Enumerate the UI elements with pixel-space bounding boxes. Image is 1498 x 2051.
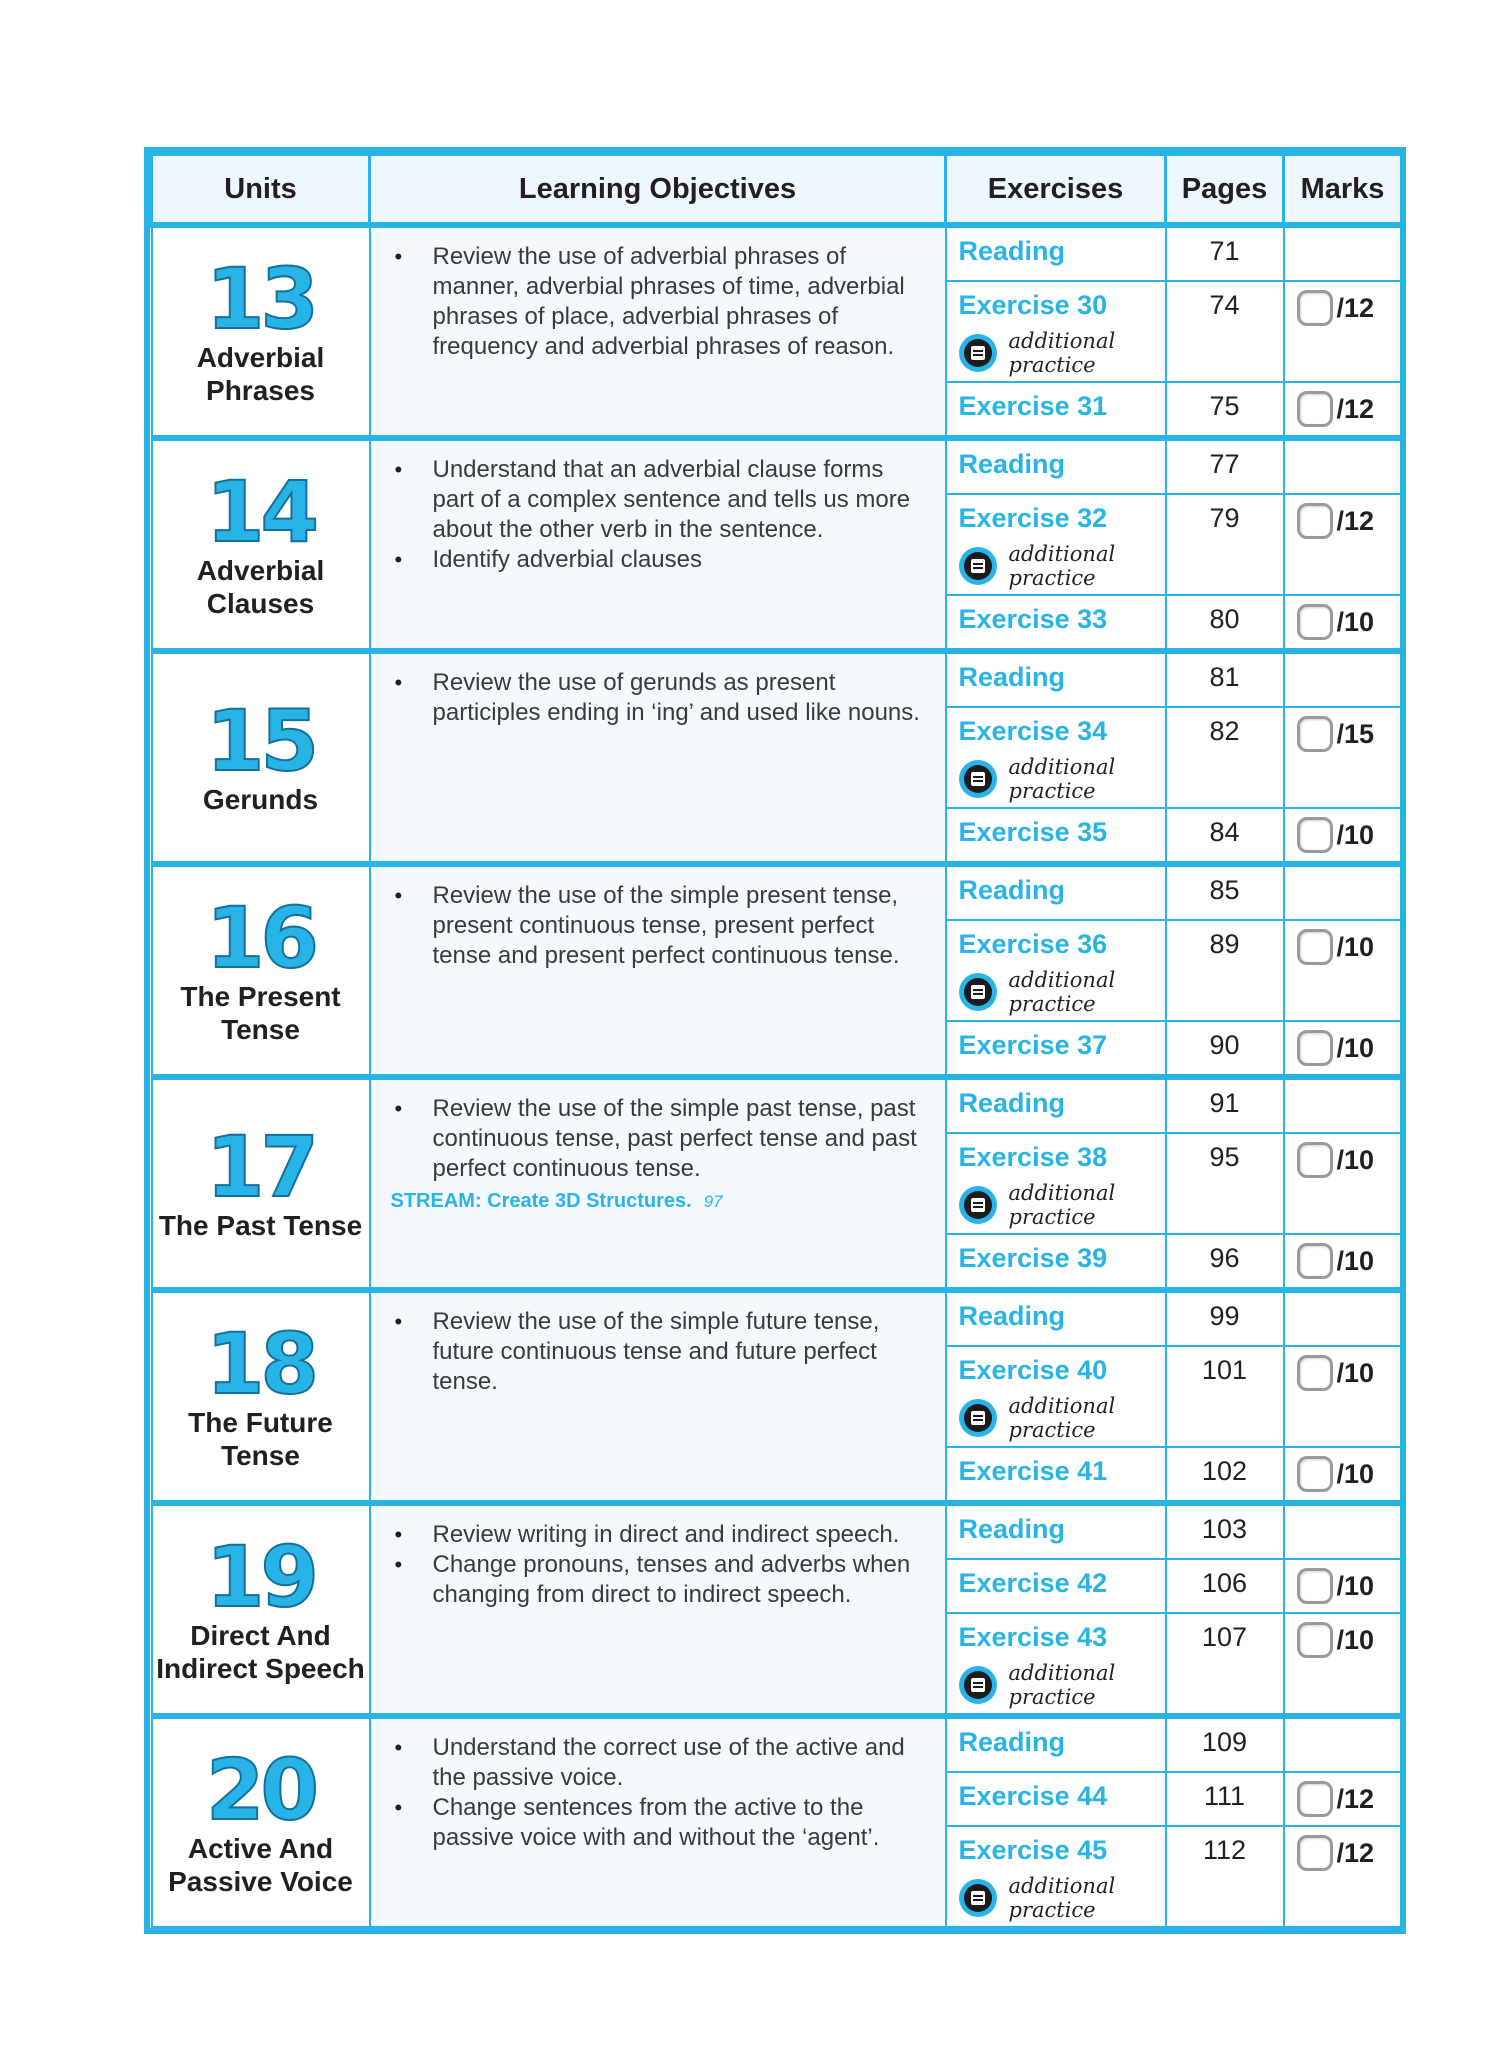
- marks-cell: [1284, 651, 1402, 707]
- page-number: 95: [1166, 1133, 1284, 1234]
- unit-number: 17: [206, 1118, 315, 1216]
- mark-entry: [1297, 1568, 1401, 1604]
- mark-input-box[interactable]: [1297, 716, 1333, 752]
- additional-practice-icon: [959, 1666, 997, 1704]
- unit-name: The Present Tense: [180, 980, 341, 1045]
- objectives-list: [391, 668, 931, 728]
- mark-total: /10: [1336, 1458, 1375, 1489]
- mark-entry: [1297, 716, 1401, 752]
- page-number: 90: [1166, 1021, 1284, 1077]
- objective-text: Review the use of the simple future tense, future continuous tense and future perfect tense.: [432, 1308, 880, 1395]
- mark-entry: [1297, 1456, 1401, 1492]
- mark-total: /10: [1336, 606, 1375, 637]
- reading-link[interactable]: Reading: [958, 875, 1066, 905]
- bullet-icon: •: [394, 244, 403, 269]
- additional-practice-icon: [959, 973, 997, 1011]
- mark-input-box[interactable]: [1297, 1030, 1333, 1066]
- objective-item: [391, 881, 931, 971]
- mark-input-box[interactable]: [1297, 391, 1333, 427]
- exercise-link[interactable]: Exercise 39: [958, 1243, 1108, 1273]
- exercise-link[interactable]: Exercise 44: [958, 1781, 1108, 1811]
- additional-practice[interactable]: [959, 1661, 1165, 1709]
- mark-total: /12: [1336, 1837, 1375, 1868]
- unit-name: Adverbial Phrases: [196, 341, 325, 406]
- unit-cell: [152, 1503, 370, 1716]
- unit-name: Gerunds: [202, 784, 319, 815]
- additional-practice-icon: [959, 334, 997, 372]
- exercise-cell[interactable]: [946, 1346, 1166, 1447]
- table-row: [152, 438, 1402, 494]
- objectives-list: [391, 455, 931, 575]
- page-number: 84: [1166, 808, 1284, 864]
- reading-link[interactable]: Reading: [958, 662, 1066, 692]
- page-number: 71: [1166, 225, 1284, 281]
- marks-cell: [1284, 494, 1402, 595]
- exercise-cell[interactable]: [946, 1234, 1166, 1290]
- mark-entry: [1297, 604, 1401, 640]
- additional-practice-label: additional practice: [1008, 1181, 1116, 1229]
- additional-practice-label: additional practice: [1008, 329, 1116, 377]
- mark-input-box[interactable]: [1297, 1243, 1333, 1279]
- mark-entry: [1297, 1781, 1401, 1817]
- mark-input-box[interactable]: [1297, 1355, 1333, 1391]
- marks-cell: [1284, 1559, 1402, 1613]
- mark-input-box[interactable]: [1297, 503, 1333, 539]
- objectives-cell: [370, 864, 946, 1077]
- objectives-list: [391, 1094, 931, 1184]
- marks-cell: [1284, 1772, 1402, 1826]
- table-row: [152, 864, 1402, 920]
- mark-total: /10: [1336, 1245, 1375, 1276]
- exercise-cell[interactable]: [946, 225, 1166, 281]
- table-row: [152, 225, 1402, 281]
- objectives-cell: [370, 225, 946, 438]
- mark-input-box[interactable]: [1297, 1781, 1333, 1817]
- page-number: 80: [1166, 595, 1284, 651]
- table-row: [152, 1716, 1402, 1772]
- mark-total: /10: [1336, 1570, 1375, 1601]
- additional-practice-label: additional practice: [1008, 1394, 1116, 1442]
- page-number: 85: [1166, 864, 1284, 920]
- stream-link[interactable]: [391, 1190, 931, 1213]
- mark-total: /15: [1336, 718, 1375, 749]
- mark-entry: [1297, 503, 1401, 539]
- page-number: 109: [1166, 1716, 1284, 1772]
- exercise-cell[interactable]: [946, 808, 1166, 864]
- additional-practice-label: additional practice: [1008, 1874, 1116, 1922]
- additional-practice-label: additional practice: [1008, 968, 1116, 1016]
- reading-link[interactable]: Reading: [958, 236, 1066, 266]
- marks-cell: [1284, 1716, 1402, 1772]
- objective-text: Review the use of adverbial phrases of manner, adverbial phrases of time, adverbial phrases of place, adverbial phrases of frequency and adverbial phrases of reason.: [432, 243, 905, 360]
- exercise-cell[interactable]: [946, 494, 1166, 595]
- reading-link[interactable]: Reading: [958, 1088, 1066, 1118]
- mark-entry: [1297, 929, 1401, 965]
- marks-cell: [1284, 1826, 1402, 1927]
- bullet-icon: •: [394, 670, 403, 695]
- mark-total: /12: [1336, 292, 1375, 323]
- exercise-link[interactable]: Exercise 35: [958, 817, 1108, 847]
- objectives-cell: [370, 1290, 946, 1503]
- units-body: [152, 225, 1402, 1927]
- page-number: 89: [1166, 920, 1284, 1021]
- page-number: 103: [1166, 1503, 1284, 1559]
- objective-text: Understand the correct use of the active and the passive voice.: [432, 1734, 905, 1791]
- objective-text: Review the use of the simple past tense, past continuous tense, past perfect tense and past perfect continuous tense.: [432, 1095, 917, 1182]
- marks-cell: [1284, 438, 1402, 494]
- additional-practice[interactable]: [959, 1181, 1165, 1229]
- bullet-icon: •: [394, 883, 403, 908]
- exercise-cell[interactable]: [946, 1021, 1166, 1077]
- additional-practice-icon: [959, 1399, 997, 1437]
- header-exercises: Exercises: [946, 155, 1166, 226]
- marks-cell: [1284, 1290, 1402, 1346]
- header-learning-objectives: Learning Objectives: [370, 155, 946, 226]
- mark-total: /10: [1336, 931, 1375, 962]
- exercise-cell[interactable]: [946, 382, 1166, 438]
- mark-entry: [1297, 817, 1401, 853]
- mark-input-box[interactable]: [1297, 1142, 1333, 1178]
- table-row: [152, 1077, 1402, 1133]
- exercise-link[interactable]: Exercise 33: [958, 604, 1108, 634]
- unit-number: 16: [206, 888, 315, 987]
- objective-item: [391, 1550, 931, 1610]
- exercise-cell[interactable]: [946, 1290, 1166, 1346]
- objective-text: Change pronouns, tenses and adverbs when changing from direct to indirect speech.: [432, 1551, 911, 1608]
- mark-total: /10: [1336, 819, 1375, 850]
- exercise-link[interactable]: Exercise 31: [958, 391, 1108, 421]
- mark-entry: [1297, 1142, 1401, 1178]
- marks-cell: [1284, 281, 1402, 382]
- objective-text: Review the use of the simple present tense, present continuous tense, present perfect tense and present perfect continuous tense.: [432, 882, 900, 969]
- marks-cell: [1284, 707, 1402, 808]
- page-number: 101: [1166, 1346, 1284, 1447]
- mark-total: /10: [1336, 1144, 1375, 1175]
- exercise-cell[interactable]: [946, 1613, 1166, 1716]
- marks-cell: [1284, 595, 1402, 651]
- mark-entry: [1297, 1030, 1401, 1066]
- exercise-cell[interactable]: [946, 281, 1166, 382]
- unit-cell: [152, 1077, 370, 1290]
- marks-cell: [1284, 1234, 1402, 1290]
- objective-item: [391, 242, 931, 362]
- page-number: 77: [1166, 438, 1284, 494]
- unit-name: Active And Passive Voice: [168, 1832, 353, 1897]
- unit-number: 13: [206, 249, 315, 348]
- unit-number: 20: [206, 1740, 315, 1839]
- unit-cell: [152, 438, 370, 651]
- additional-practice[interactable]: [959, 542, 1165, 590]
- contents-table-frame: [144, 147, 1406, 1934]
- exercise-cell[interactable]: [946, 438, 1166, 494]
- objective-item: [391, 1307, 931, 1397]
- mark-entry: [1297, 1355, 1401, 1391]
- mark-input-box[interactable]: [1297, 1835, 1333, 1871]
- mark-total: /10: [1336, 1624, 1375, 1655]
- marks-cell: [1284, 382, 1402, 438]
- exercise-cell[interactable]: [946, 595, 1166, 651]
- exercise-link[interactable]: Exercise 38: [958, 1142, 1108, 1172]
- exercise-cell[interactable]: [946, 1559, 1166, 1613]
- mark-total: /10: [1336, 1357, 1375, 1388]
- exercise-cell[interactable]: [946, 1133, 1166, 1234]
- objective-text: Review the use of gerunds as present participles ending in ‘ing’ and used like nouns.: [432, 669, 920, 726]
- exercise-link[interactable]: Exercise 41: [958, 1456, 1108, 1486]
- exercise-cell[interactable]: [946, 1716, 1166, 1772]
- page-number: 91: [1166, 1077, 1284, 1133]
- bullet-icon: •: [394, 1096, 403, 1121]
- unit-name: The Past Tense: [158, 1210, 363, 1241]
- mark-total: /10: [1336, 1032, 1375, 1063]
- exercise-cell[interactable]: [946, 864, 1166, 920]
- exercise-link[interactable]: Exercise 45: [958, 1835, 1108, 1865]
- header-units: Units: [152, 155, 370, 226]
- marks-cell: [1284, 1346, 1402, 1447]
- objective-item: [391, 1520, 931, 1550]
- contents-table: [150, 153, 1403, 1928]
- exercise-cell[interactable]: [946, 920, 1166, 1021]
- page-number: 75: [1166, 382, 1284, 438]
- marks-cell: [1284, 920, 1402, 1021]
- page-number: 106: [1166, 1559, 1284, 1613]
- bullet-icon: •: [394, 547, 403, 572]
- page-number: 96: [1166, 1234, 1284, 1290]
- objective-item: [391, 455, 931, 545]
- additional-practice-label: additional practice: [1008, 755, 1116, 803]
- objectives-list: [391, 1307, 931, 1397]
- marks-cell: [1284, 1021, 1402, 1077]
- marks-cell: [1284, 808, 1402, 864]
- reading-link[interactable]: Reading: [958, 449, 1066, 479]
- objective-text: Review writing in direct and indirect speech.: [432, 1521, 900, 1548]
- objective-text: Understand that an adverbial clause forms part of a complex sentence and tells us more about the other verb in the sentence.: [432, 456, 911, 543]
- mark-entry: [1297, 1243, 1401, 1279]
- table-row: [152, 1290, 1402, 1346]
- exercise-cell[interactable]: [946, 651, 1166, 707]
- mark-entry: [1297, 1622, 1401, 1658]
- exercise-link[interactable]: Exercise 30: [958, 290, 1108, 320]
- additional-practice[interactable]: [959, 1394, 1165, 1442]
- bullet-icon: •: [394, 1309, 403, 1334]
- bullet-icon: •: [394, 1552, 403, 1577]
- table-row: [152, 651, 1402, 707]
- unit-cell: [152, 225, 370, 438]
- mark-total: /12: [1336, 393, 1375, 424]
- unit-name: Adverbial Clauses: [196, 554, 325, 619]
- bullet-icon: •: [394, 1735, 403, 1760]
- exercise-cell[interactable]: [946, 1772, 1166, 1826]
- exercise-link[interactable]: Exercise 40: [958, 1355, 1108, 1385]
- exercise-link[interactable]: Exercise 43: [958, 1622, 1108, 1652]
- additional-practice-icon: [959, 547, 997, 585]
- reading-link[interactable]: Reading: [958, 1514, 1066, 1544]
- marks-cell: [1284, 864, 1402, 920]
- objectives-list: [391, 242, 931, 362]
- unit-number: 14: [206, 462, 315, 561]
- unit-number: 15: [206, 692, 315, 790]
- bullet-icon: •: [394, 1522, 403, 1547]
- exercise-cell[interactable]: [946, 1503, 1166, 1559]
- bullet-icon: •: [394, 457, 403, 482]
- additional-practice-icon: [959, 1186, 997, 1224]
- unit-name: Direct And Indirect Speech: [156, 1619, 365, 1684]
- additional-practice[interactable]: [959, 968, 1165, 1016]
- exercise-cell[interactable]: [946, 1826, 1166, 1927]
- objectives-list: [391, 1733, 931, 1853]
- additional-practice-label: additional practice: [1008, 542, 1116, 590]
- mark-input-box[interactable]: [1297, 1622, 1333, 1658]
- page-number: 111: [1166, 1772, 1284, 1826]
- mark-input-box[interactable]: [1297, 1568, 1333, 1604]
- mark-input-box[interactable]: [1297, 929, 1333, 965]
- exercise-link[interactable]: Exercise 32: [958, 503, 1108, 533]
- header-pages: Pages: [1166, 155, 1284, 226]
- objectives-list: [391, 1520, 931, 1610]
- unit-number: 19: [206, 1527, 315, 1626]
- objective-item: [391, 1733, 931, 1793]
- objective-text: Identify adverbial clauses: [432, 546, 702, 573]
- mark-input-box[interactable]: [1297, 817, 1333, 853]
- objectives-cell: [370, 1716, 946, 1927]
- page-number: 99: [1166, 1290, 1284, 1346]
- unit-name: The Future Tense: [188, 1406, 333, 1471]
- objectives-cell: [370, 651, 946, 864]
- page-number: 107: [1166, 1613, 1284, 1716]
- header-row: [152, 155, 1402, 226]
- exercise-cell[interactable]: [946, 707, 1166, 808]
- page-number: 79: [1166, 494, 1284, 595]
- additional-practice[interactable]: [959, 1874, 1165, 1922]
- unit-cell: [152, 1290, 370, 1503]
- marks-cell: [1284, 1133, 1402, 1234]
- unit-number: 18: [206, 1314, 315, 1413]
- objective-item: [391, 668, 931, 728]
- marks-cell: [1284, 1077, 1402, 1133]
- marks-cell: [1284, 1503, 1402, 1559]
- bullet-icon: •: [394, 1795, 403, 1820]
- page-number: 102: [1166, 1447, 1284, 1503]
- additional-practice-label: additional practice: [1008, 1661, 1116, 1709]
- exercise-link[interactable]: Exercise 37: [958, 1030, 1108, 1060]
- mark-total: /12: [1336, 1783, 1375, 1814]
- stream-page: 97: [703, 1192, 723, 1211]
- objectives-cell: [370, 438, 946, 651]
- objective-item: [391, 545, 931, 575]
- mark-entry: [1297, 290, 1401, 326]
- mark-entry: [1297, 1835, 1401, 1871]
- exercise-link[interactable]: Exercise 34: [958, 716, 1108, 746]
- mark-input-box[interactable]: [1297, 1456, 1333, 1492]
- unit-cell: [152, 1716, 370, 1927]
- exercise-cell[interactable]: [946, 1077, 1166, 1133]
- objective-text: Change sentences from the active to the passive voice with and without the ‘agent’.: [432, 1794, 880, 1851]
- mark-total: /12: [1336, 505, 1375, 536]
- marks-cell: [1284, 1613, 1402, 1716]
- marks-cell: [1284, 1447, 1402, 1503]
- unit-cell: [152, 864, 370, 1077]
- page-number: 82: [1166, 707, 1284, 808]
- table-row: [152, 1503, 1402, 1559]
- exercise-link[interactable]: Exercise 36: [958, 929, 1108, 959]
- unit-cell: [152, 651, 370, 864]
- additional-practice[interactable]: [959, 329, 1165, 377]
- objectives-cell: [370, 1077, 946, 1290]
- objective-item: [391, 1793, 931, 1853]
- additional-practice-icon: [959, 760, 997, 798]
- objectives-list: [391, 881, 931, 971]
- objectives-cell: [370, 1503, 946, 1716]
- reading-link[interactable]: Reading: [958, 1727, 1066, 1757]
- mark-input-box[interactable]: [1297, 290, 1333, 326]
- page-number: 74: [1166, 281, 1284, 382]
- stream-text: STREAM: Create 3D Structures.: [390, 1190, 692, 1212]
- reading-link[interactable]: Reading: [958, 1301, 1066, 1331]
- mark-input-box[interactable]: [1297, 604, 1333, 640]
- marks-cell: [1284, 225, 1402, 281]
- exercise-link[interactable]: Exercise 42: [958, 1568, 1108, 1598]
- header-marks: Marks: [1284, 155, 1402, 226]
- additional-practice[interactable]: [959, 755, 1165, 803]
- page-number: 81: [1166, 651, 1284, 707]
- exercise-cell[interactable]: [946, 1447, 1166, 1503]
- mark-entry: [1297, 391, 1401, 427]
- objective-item: [391, 1094, 931, 1184]
- page-number: 112: [1166, 1826, 1284, 1927]
- additional-practice-icon: [959, 1879, 997, 1917]
